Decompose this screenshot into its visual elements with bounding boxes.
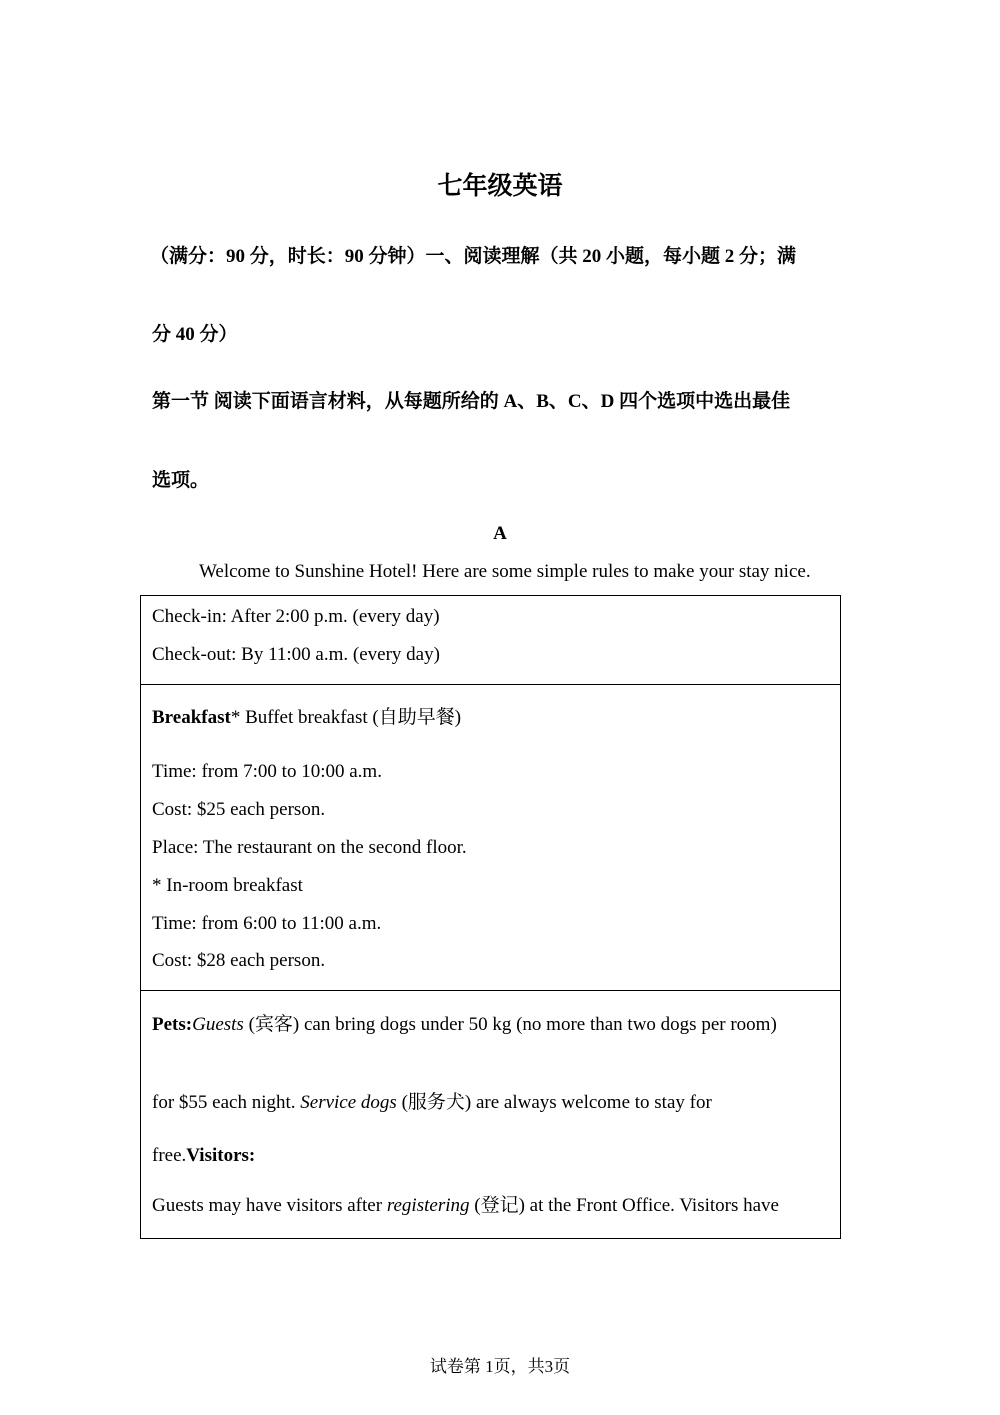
pets-rule-text: (宾客) can bring dogs under 50 kg (no more than two dogs per room)	[243, 1014, 777, 1035]
inroom-cost: Cost: $28 each person.	[152, 950, 326, 971]
checkout-text: Check-out: By 11:00 a.m. (every day)	[152, 644, 440, 665]
passage-intro: Welcome to Sunshine Hotel! Here are some simple rules to make your stay nice.	[199, 561, 811, 582]
buffet-breakfast-text: * Buffet breakfast (自助早餐)	[230, 707, 462, 728]
exam-info-line-continued: 分 40 分）	[152, 324, 238, 345]
page-footer: 试卷第 1页，共3页	[429, 1357, 571, 1376]
exam-info-line: （满分：90 分，时长：90 分钟）一、阅读理解（共 20 小题，每小题 2 分；满	[150, 246, 797, 267]
buffet-place: Place: The restaurant on the second floor.	[152, 837, 467, 858]
checkin-text: Check-in: After 2:00 p.m. (every day)	[152, 606, 440, 627]
service-dogs-text: (服务犬) are always welcome to stay for	[396, 1092, 712, 1113]
visitors-text: Guests may have visitors after	[152, 1195, 387, 1216]
row-divider	[141, 990, 840, 991]
service-dogs-word: Service dogs	[300, 1092, 397, 1113]
passage-label: A	[493, 523, 507, 544]
guests-word: Guests	[192, 1014, 244, 1035]
breakfast-label: Breakfast	[152, 707, 231, 728]
section-instruction: 第一节 阅读下面语言材料，从每题所给的 A、B、C、D 四个选项中选出最佳	[152, 391, 791, 412]
pets-line-2	[152, 1089, 712, 1117]
page-title: 七年级英语	[437, 171, 563, 200]
breakfast-heading	[152, 704, 461, 732]
section-instruction-continued: 选项。	[152, 470, 210, 491]
visitors-label: Visitors:	[186, 1145, 256, 1166]
visitors-text-rest: (登记) at the Front Office. Visitors have	[469, 1195, 779, 1216]
registering-word: registering	[386, 1195, 470, 1216]
row-divider	[141, 684, 840, 685]
hotel-rules-table	[140, 595, 841, 1239]
pets-line	[152, 1011, 777, 1039]
inroom-breakfast-text: * In-room breakfast	[152, 875, 303, 896]
free-text: free.	[152, 1145, 187, 1166]
buffet-cost: Cost: $25 each person.	[152, 799, 326, 820]
pets-line-3	[152, 1142, 255, 1170]
inroom-time: Time: from 6:00 to 11:00 a.m.	[152, 913, 382, 934]
buffet-time: Time: from 7:00 to 10:00 a.m.	[152, 761, 382, 782]
pets-price-text: for $55 each night.	[152, 1092, 301, 1113]
visitors-line	[152, 1192, 779, 1220]
pets-label: Pets:	[152, 1014, 193, 1035]
